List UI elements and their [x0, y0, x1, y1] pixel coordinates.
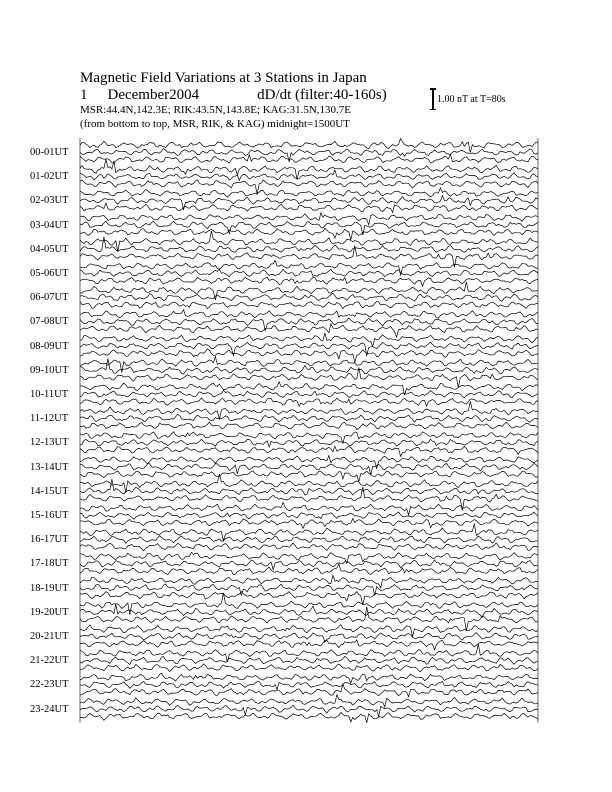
- date-day: 1: [80, 87, 88, 103]
- trace-23-24UT-MSR: [80, 712, 538, 722]
- trace-21-22UT-RIK: [80, 656, 538, 664]
- trace-09-10UT-MSR: [80, 367, 538, 388]
- row-label-19-20UT: 19-20UT: [30, 606, 69, 618]
- trace-06-07UT-RIK: [80, 293, 538, 301]
- trace-22-23UT-MSR: [80, 684, 538, 697]
- row-label-08-09UT: 08-09UT: [30, 340, 69, 352]
- station-coordinates: MSR:44.4N,142.3E; RIK:43.5N,143.8E; KAG:31.5N,130.7E: [80, 104, 352, 116]
- row-label-21-22UT: 21-22UT: [30, 655, 69, 667]
- trace-01-02UT-KAG: [80, 159, 538, 179]
- trace-01-02UT-MSR: [80, 180, 538, 195]
- row-label-20-21UT: 20-21UT: [30, 631, 69, 642]
- trace-18-19UT-RIK: [80, 584, 538, 595]
- trace-02-03UT-KAG: [80, 188, 538, 197]
- trace-17-18UT-RIK: [80, 560, 538, 570]
- trace-16-17UT-RIK: [80, 536, 538, 544]
- trace-13-14UT-MSR: [80, 471, 538, 482]
- row-label-15-16UT: 15-16UT: [30, 510, 69, 521]
- trace-03-04UT-MSR: [80, 228, 538, 240]
- trace-12-13UT-KAG: [80, 432, 538, 443]
- trace-16-17UT-KAG: [80, 524, 538, 542]
- row-label-14-15UT: 14-15UT: [30, 485, 69, 497]
- trace-06-07UT-MSR: [80, 302, 538, 309]
- row-label-22-23UT: 22-23UT: [30, 679, 69, 691]
- trace-15-16UT-RIK: [80, 512, 538, 519]
- trace-07-08UT-MSR: [80, 324, 538, 337]
- trace-00-01UT-MSR: [80, 154, 538, 163]
- trace-12-13UT-RIK: [80, 439, 538, 447]
- trace-00-01UT-KAG: [80, 139, 538, 153]
- row-label-12-13UT: 12-13UT: [30, 437, 69, 449]
- row-label-02-03UT: 02-03UT: [30, 195, 69, 207]
- row-label-03-04UT: 03-04UT: [30, 219, 69, 231]
- row-label-05-06UT: 05-06UT: [30, 268, 69, 279]
- row-label-11-12UT: 11-12UT: [30, 413, 69, 425]
- trace-20-21UT-MSR: [80, 640, 538, 650]
- row-label-01-02UT: 01-02UT: [30, 171, 69, 183]
- row-label-09-10UT: 09-10UT: [30, 364, 69, 376]
- station-order-note: (from bottom to top, MSR, RIK, & KAG) midnight=1500UT: [80, 118, 350, 130]
- trace-20-21UT-KAG: [80, 625, 538, 637]
- trace-23-24UT-RIK: [80, 705, 538, 717]
- row-label-13-14UT: 13-14UT: [30, 461, 69, 473]
- trace-13-14UT-RIK: [80, 463, 538, 475]
- trace-18-19UT-KAG: [80, 575, 538, 587]
- trace-07-08UT-RIK: [80, 318, 538, 331]
- trace-17-18UT-KAG: [80, 552, 538, 563]
- chart-title: Magnetic Field Variations at 3 Stations in Japan: [80, 70, 367, 86]
- trace-08-09UT-MSR: [80, 349, 538, 363]
- trace-20-21UT-RIK: [80, 633, 538, 643]
- trace-05-06UT-MSR: [80, 277, 538, 286]
- row-label-16-17UT: 16-17UT: [30, 534, 69, 546]
- trace-18-19UT-MSR: [80, 592, 538, 605]
- trace-22-23UT-RIK: [80, 681, 538, 689]
- row-label-00-01UT: 00-01UT: [30, 147, 69, 158]
- trace-21-22UT-KAG: [80, 644, 538, 662]
- trace-21-22UT-MSR: [80, 664, 538, 672]
- row-label-23-24UT: 23-24UT: [30, 703, 69, 715]
- scale-label: 1.00 nT at T=80s: [437, 94, 506, 105]
- trace-10-11UT-RIK: [80, 390, 538, 398]
- trace-07-08UT-KAG: [80, 310, 538, 319]
- trace-04-05UT-RIK: [80, 237, 538, 253]
- row-label-18-19UT: 18-19UT: [30, 582, 69, 594]
- trace-11-12UT-MSR: [80, 422, 538, 430]
- trace-09-10UT-RIK: [80, 359, 538, 375]
- row-label-07-08UT: 07-08UT: [30, 316, 69, 328]
- trace-14-15UT-KAG: [80, 474, 538, 492]
- trace-19-20UT-RIK: [80, 604, 538, 617]
- trace-11-12UT-KAG: [80, 401, 538, 419]
- trace-01-02UT-RIK: [80, 170, 538, 180]
- trace-05-06UT-RIK: [80, 269, 538, 276]
- row-label-06-07UT: 06-07UT: [30, 292, 69, 304]
- trace-11-12UT-RIK: [80, 414, 538, 422]
- trace-22-23UT-KAG: [80, 673, 538, 683]
- row-label-04-05UT: 04-05UT: [30, 243, 69, 255]
- trace-10-11UT-KAG: [80, 382, 538, 395]
- trace-16-17UT-MSR: [80, 543, 538, 551]
- row-label-10-11UT: 10-11UT: [30, 389, 69, 400]
- date-month-year: December2004: [107, 87, 200, 103]
- row-label-17-18UT: 17-18UT: [30, 558, 69, 570]
- trace-15-16UT-MSR: [80, 519, 538, 529]
- trace-02-03UT-MSR: [80, 203, 538, 212]
- component-filter: dD/dt (filter:40-160s): [257, 87, 387, 103]
- trace-23-24UT-KAG: [80, 695, 538, 707]
- trace-12-13UT-MSR: [80, 446, 538, 456]
